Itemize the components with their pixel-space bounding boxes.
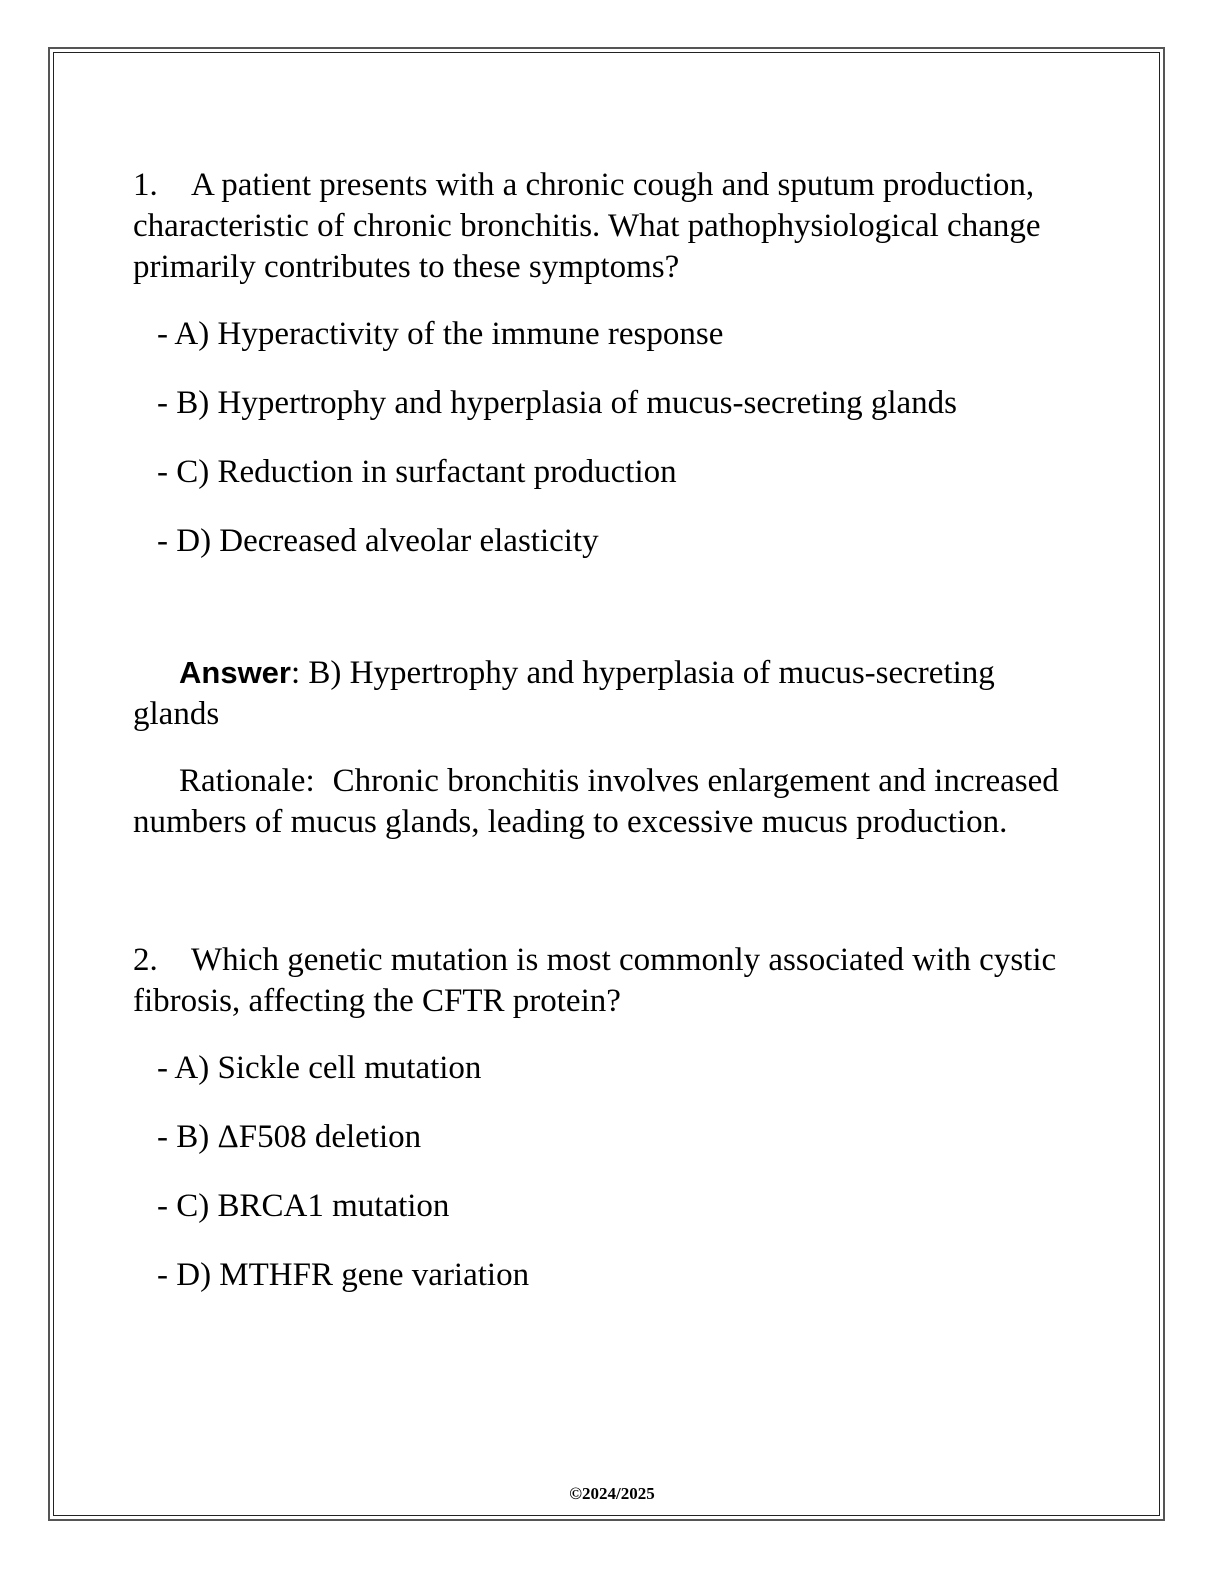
rationale-text: Chronic bronchitis involves enlargement and increased numbers of mucus glands, leading to excessive mucus production. [133,763,1059,840]
question-2-options [133,1048,1083,1296]
answer-text: : B) Hypertrophy and hyperplasia of mucus-secreting glands [133,655,995,732]
question-1-answer [133,652,1083,735]
question-1-text [133,165,1083,288]
question-1 [133,165,1083,562]
option-b: - B) Hypertrophy and hyperplasia of mucus-secreting glands [157,385,958,421]
option-a: - A) Hyperactivity of the immune response [157,316,724,352]
answer-label: Answer [179,655,291,690]
question-2 [133,940,1083,1296]
option-c: - C) Reduction in surfactant production [157,454,677,490]
question-2-number: 2. [133,942,158,978]
option-d: - D) MTHFR gene variation [157,1257,530,1293]
option-a: - A) Sickle cell mutation [157,1050,482,1086]
question-1-rationale [133,761,1083,843]
question-1-stem: A patient presents with a chronic cough and sputum production, characteristic of chronic bronchitis. What pathophysiological change primarily contributes to these symptoms? [133,167,1041,285]
option-d: - D) Decreased alveolar elasticity [157,523,599,559]
option-b: - B) ΔF508 deletion [157,1119,422,1155]
question-2-stem: Which genetic mutation is most commonly associated with cystic fibrosis, affecting the CFTR protein? [133,942,1057,1019]
rationale-label: Rationale: [179,763,315,799]
question-1-number: 1. [133,167,158,203]
question-2-text [133,940,1083,1022]
document-content [133,165,1083,1324]
option-c: - C) BRCA1 mutation [157,1188,450,1224]
question-1-options [133,314,1083,562]
copyright-footer: ©2024/2025 [569,1484,655,1503]
